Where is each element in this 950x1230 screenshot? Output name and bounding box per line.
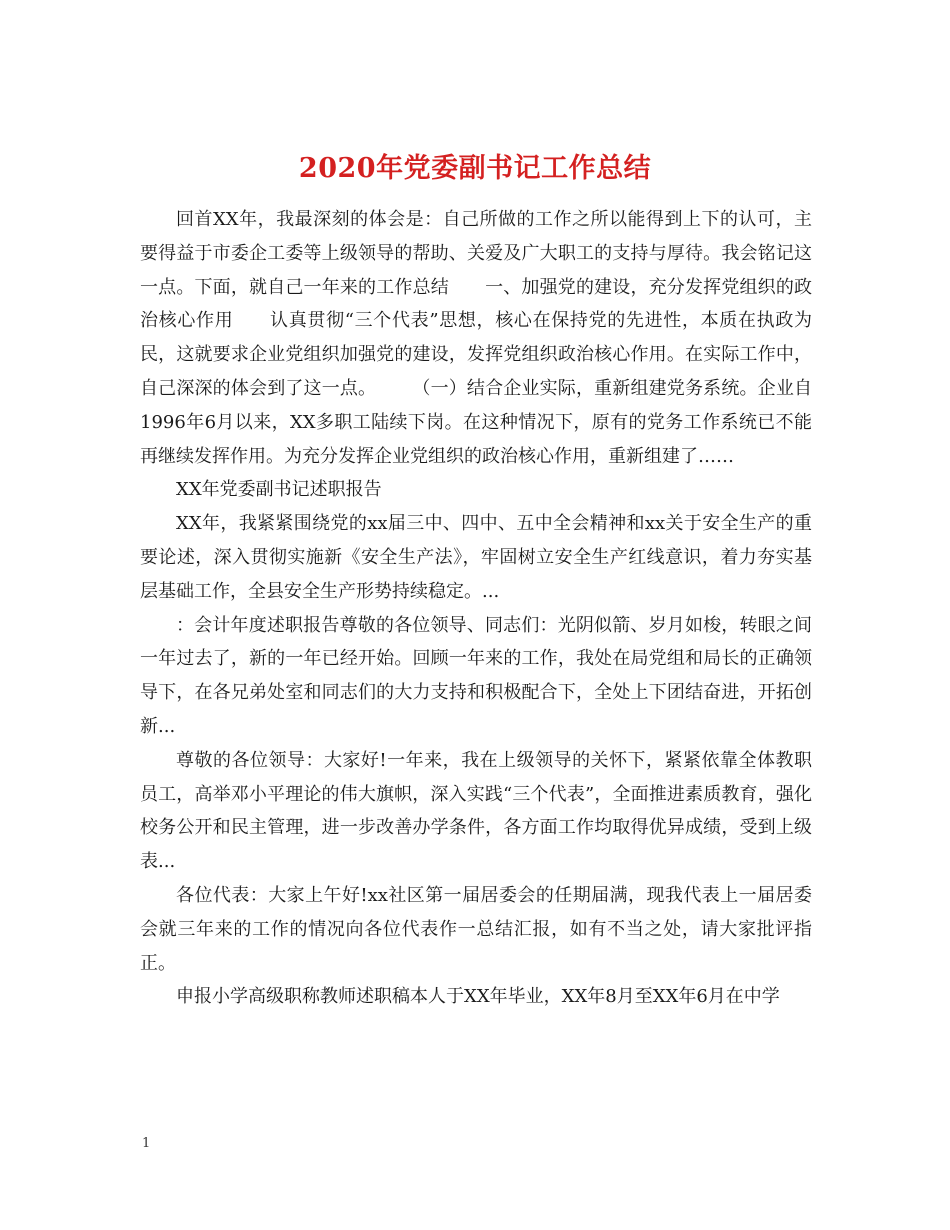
paragraph-report-heading xyxy=(140,473,812,507)
paragraph-summary-intro: 回首XX年，我最深刻的体会是：自己所做的工作之所以能得到上下的认可，主要得益于市委企工委等上级领导的帮助、关爱及广大职工的支持与厚待。我会铭记这一点。下面，就自己一年来的工作总结 xyxy=(140,209,812,298)
paragraph-safety-production-text: XX年，我紧紧围绕党的xx届三中、四中、五中全会精神和xx关于安全生产的重要论述，深入贯彻实施新《安全生产法》，牢固树立安全生产红线意识，着力夯实基层基础工作，全县安全生产形势持续稳定。... xyxy=(140,513,812,602)
document-title: 2020年党委副书记工作总结 xyxy=(298,153,652,185)
page-number: 1 xyxy=(142,1136,151,1151)
paragraph-safety-production xyxy=(140,507,812,608)
paragraph-report-heading-text: XX年党委副书记述职报告 xyxy=(176,479,382,501)
paragraph-summary-subsection-one: （一）结合企业实际，重新组建党务系统。企业自1996年6月以来，XX多职工陆续下岗。在这种情况下，原有的党务工作系统已不能再继续发挥作用。为充分发挥企业党组织的政治核心作用，重新组建了…… xyxy=(140,377,813,467)
document-body xyxy=(140,203,812,1014)
paragraph-community-report-text: 各位代表：大家上午好!xx社区第一届居委会的任期届满，现我代表上一届居委会就三年来的工作的情况向各位代表作一总结汇报，如有不当之处，请大家批评指正。 xyxy=(140,884,812,974)
paragraph-school-report-text: 尊敬的各位领导：大家好!一年来，我在上级领导的关怀下，紧紧依靠全体教职员工，高举邓小平理论的伟大旗帜，深入实践“三个代表”，全面推进素质教育，强化校务公开和民主管理，进一步改善办学条件，各方面工作均取得优异成绩，受到上级表... xyxy=(140,749,812,873)
paragraph-accounting-report-text: ：会计年度述职报告尊敬的各位领导、同志们：光阴似箭、岁月如梭，转眼之间一年过去了，新的一年已经开始。回顾一年来的工作，我处在局党组和局长的正确领导下，在各兄弟处室和同志们的大力支持和积极配合下，全处上下团结奋进，开拓创新... xyxy=(140,614,812,737)
paragraph-summary-three-represents: 认真贯彻“三个代表”思想，核心在保持党的先进性，本质在执政为民，这就要求企业党组织加强党的建设，发挥党组织政治核心作用。在实际工作中，自己深深的体会到了这一点。 xyxy=(140,310,812,399)
paragraph-summary-section-one: 一、加强党的建设，充分发挥党组织的政治核心作用 xyxy=(140,276,813,332)
paragraph-teacher-report xyxy=(140,980,812,1014)
paragraph-accounting-report xyxy=(140,609,812,744)
paragraph-school-report xyxy=(140,744,812,879)
paragraph-community-report xyxy=(140,879,812,980)
paragraph-summary xyxy=(140,203,812,473)
paragraph-teacher-report-text: 申报小学高级职称教师述职稿本人于XX年毕业，XX年8月至XX年6月在中学 xyxy=(176,986,780,1008)
